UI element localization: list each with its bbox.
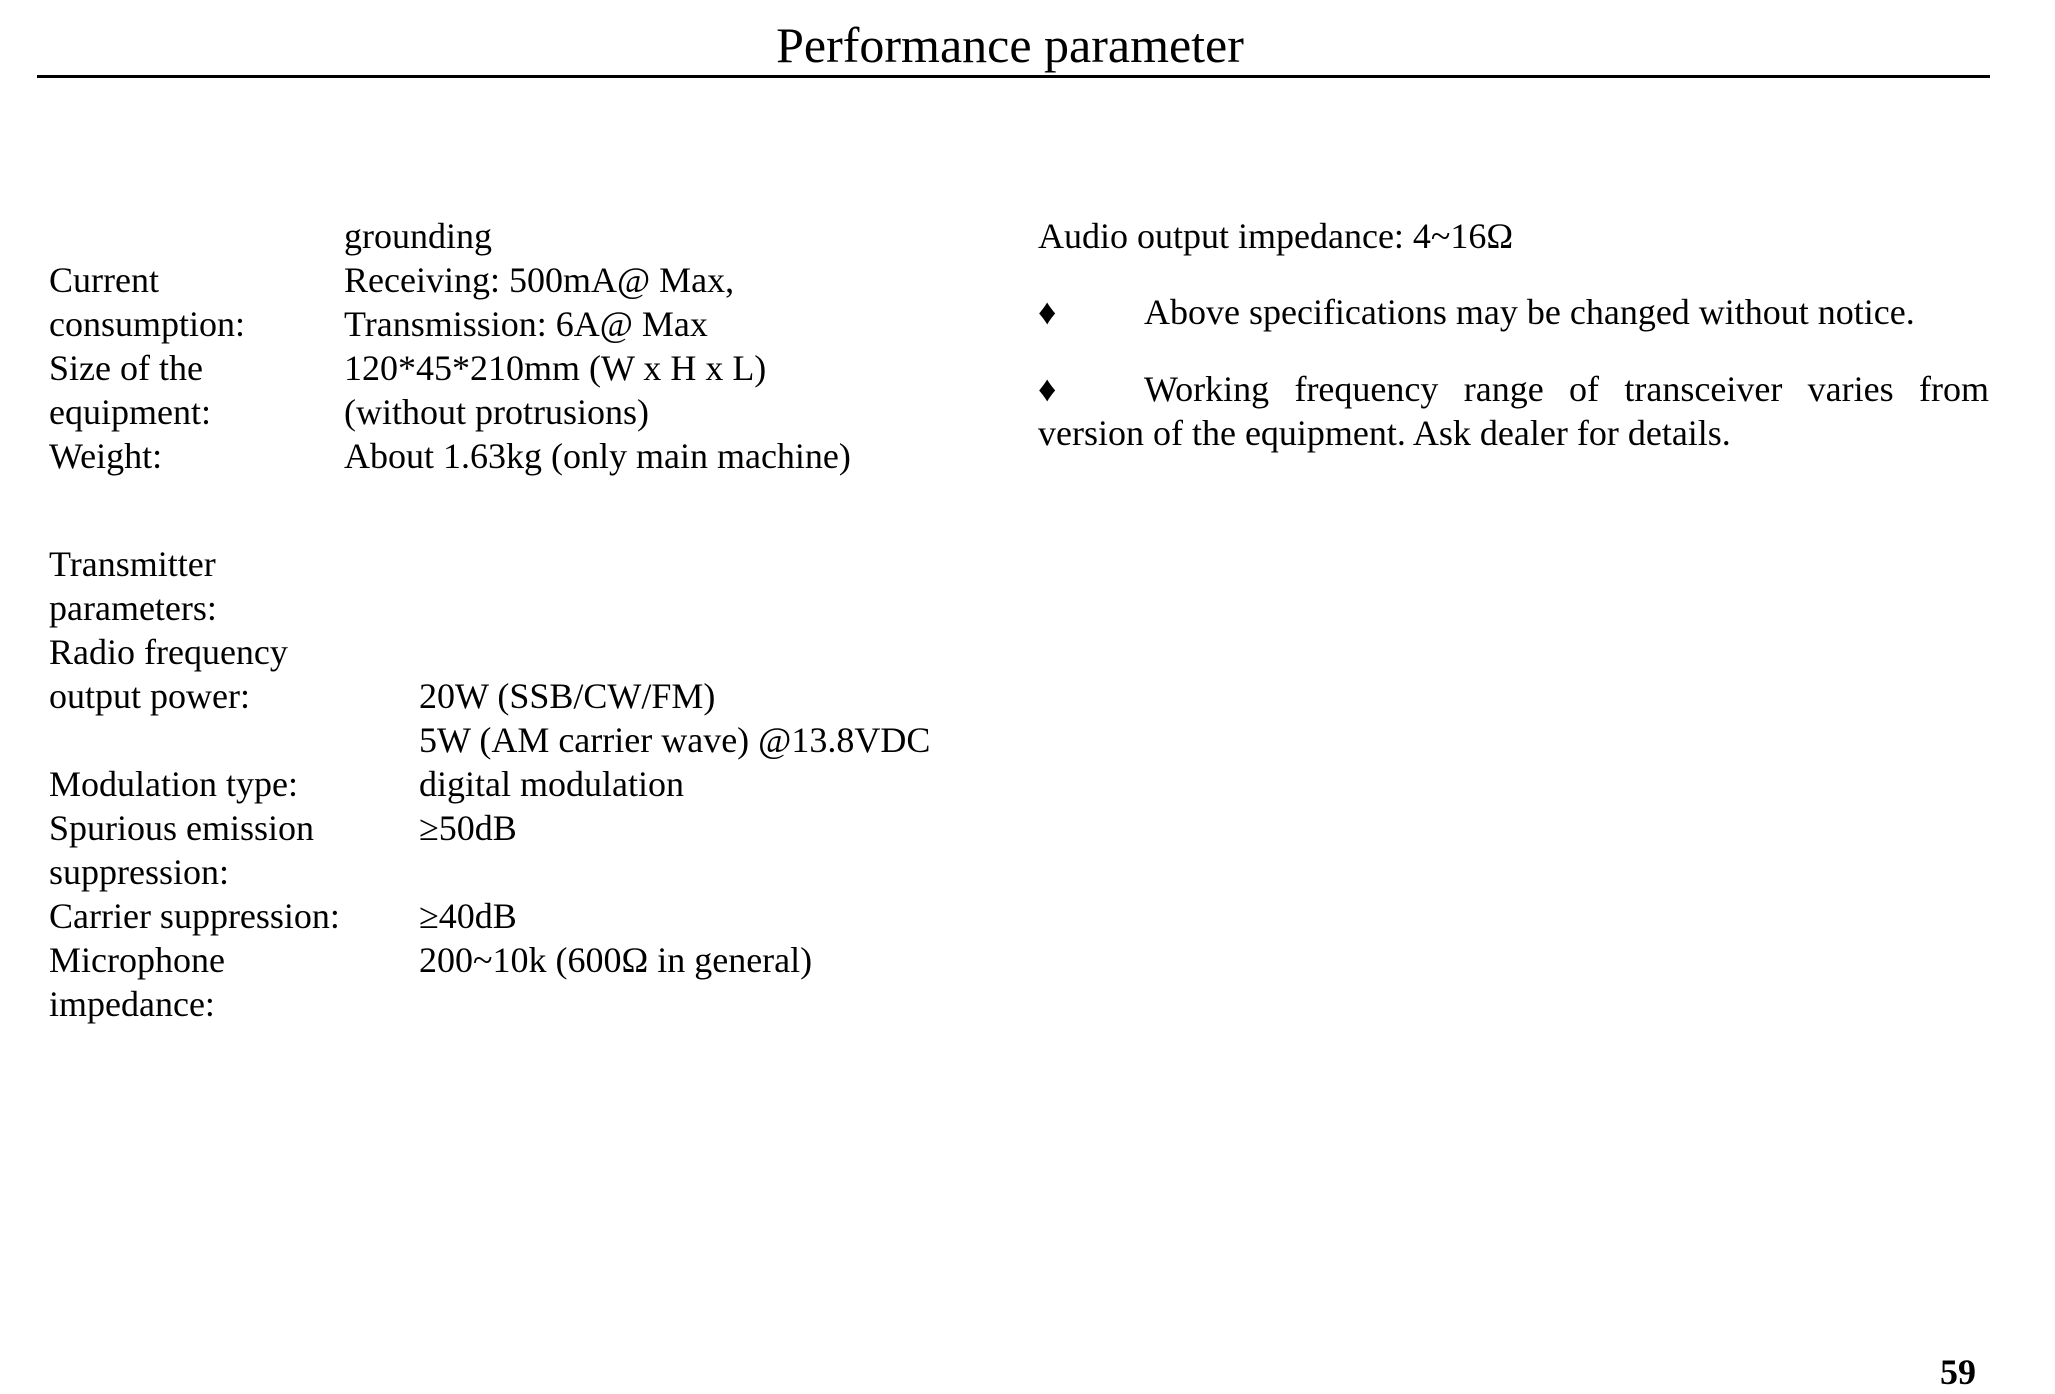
rf-output-power-label-line1: Radio frequency bbox=[49, 632, 288, 672]
microphone-impedance-label-line1: Microphone bbox=[49, 940, 225, 980]
rf-output-power-value-line1: 20W (SSB/CW/FM) bbox=[419, 676, 716, 716]
diamond-bullet-icon: ♦ bbox=[1038, 292, 1057, 332]
note-specifications-change bbox=[1038, 290, 1989, 334]
current-consumption-label-line2: consumption: bbox=[49, 304, 245, 344]
modulation-type-label: Modulation type: bbox=[49, 764, 298, 804]
current-consumption-value-line1: Receiving: 500mA@ Max, bbox=[344, 260, 735, 300]
diamond-bullet-icon: ♦ bbox=[1038, 369, 1057, 409]
spurious-emission-label-line2: suppression: bbox=[49, 852, 229, 892]
spurious-emission-label-line1: Spurious emission bbox=[49, 808, 315, 848]
equipment-size-label-line2: equipment: bbox=[49, 392, 211, 432]
spurious-emission-value: ≥50dB bbox=[419, 808, 517, 848]
carrier-suppression-value: ≥40dB bbox=[419, 896, 517, 936]
current-consumption-value-line2: Transmission: 6A@ Max bbox=[344, 304, 708, 344]
grounding-value: grounding bbox=[344, 216, 492, 256]
page-title: Performance parameter bbox=[776, 17, 1244, 73]
page-number: 59 bbox=[1940, 1352, 1976, 1392]
rf-output-power-value-line2: 5W (AM carrier wave) @13.8VDC bbox=[419, 720, 931, 760]
modulation-type-value: digital modulation bbox=[419, 764, 684, 804]
microphone-impedance-label-line2: impedance: bbox=[49, 984, 215, 1024]
note-frequency-range bbox=[1038, 367, 1989, 455]
audio-output-impedance: Audio output impedance: 4~16Ω bbox=[1038, 216, 1514, 256]
transmitter-heading-line1: Transmitter bbox=[49, 544, 216, 584]
equipment-size-value-line1: 120*45*210mm (W x H x L) bbox=[344, 348, 767, 388]
transmitter-heading-line2: parameters: bbox=[49, 588, 217, 628]
microphone-impedance-value: 200~10k (600Ω in general) bbox=[419, 940, 813, 980]
note-text: Working frequency range of transceiver varies from version of the equipment. Ask dealer for details. bbox=[1038, 369, 1989, 453]
title-divider bbox=[37, 75, 1990, 78]
rf-output-power-label-line2: output power: bbox=[49, 676, 250, 716]
carrier-suppression-label: Carrier suppression: bbox=[49, 896, 340, 936]
weight-value: About 1.63kg (only main machine) bbox=[344, 436, 851, 476]
equipment-size-label-line1: Size of the bbox=[49, 348, 203, 388]
equipment-size-value-line2: (without protrusions) bbox=[344, 392, 649, 432]
weight-label: Weight: bbox=[49, 436, 163, 476]
note-text: Above specifications may be changed without notice. bbox=[1144, 292, 1915, 332]
current-consumption-label-line1: Current bbox=[49, 260, 159, 300]
